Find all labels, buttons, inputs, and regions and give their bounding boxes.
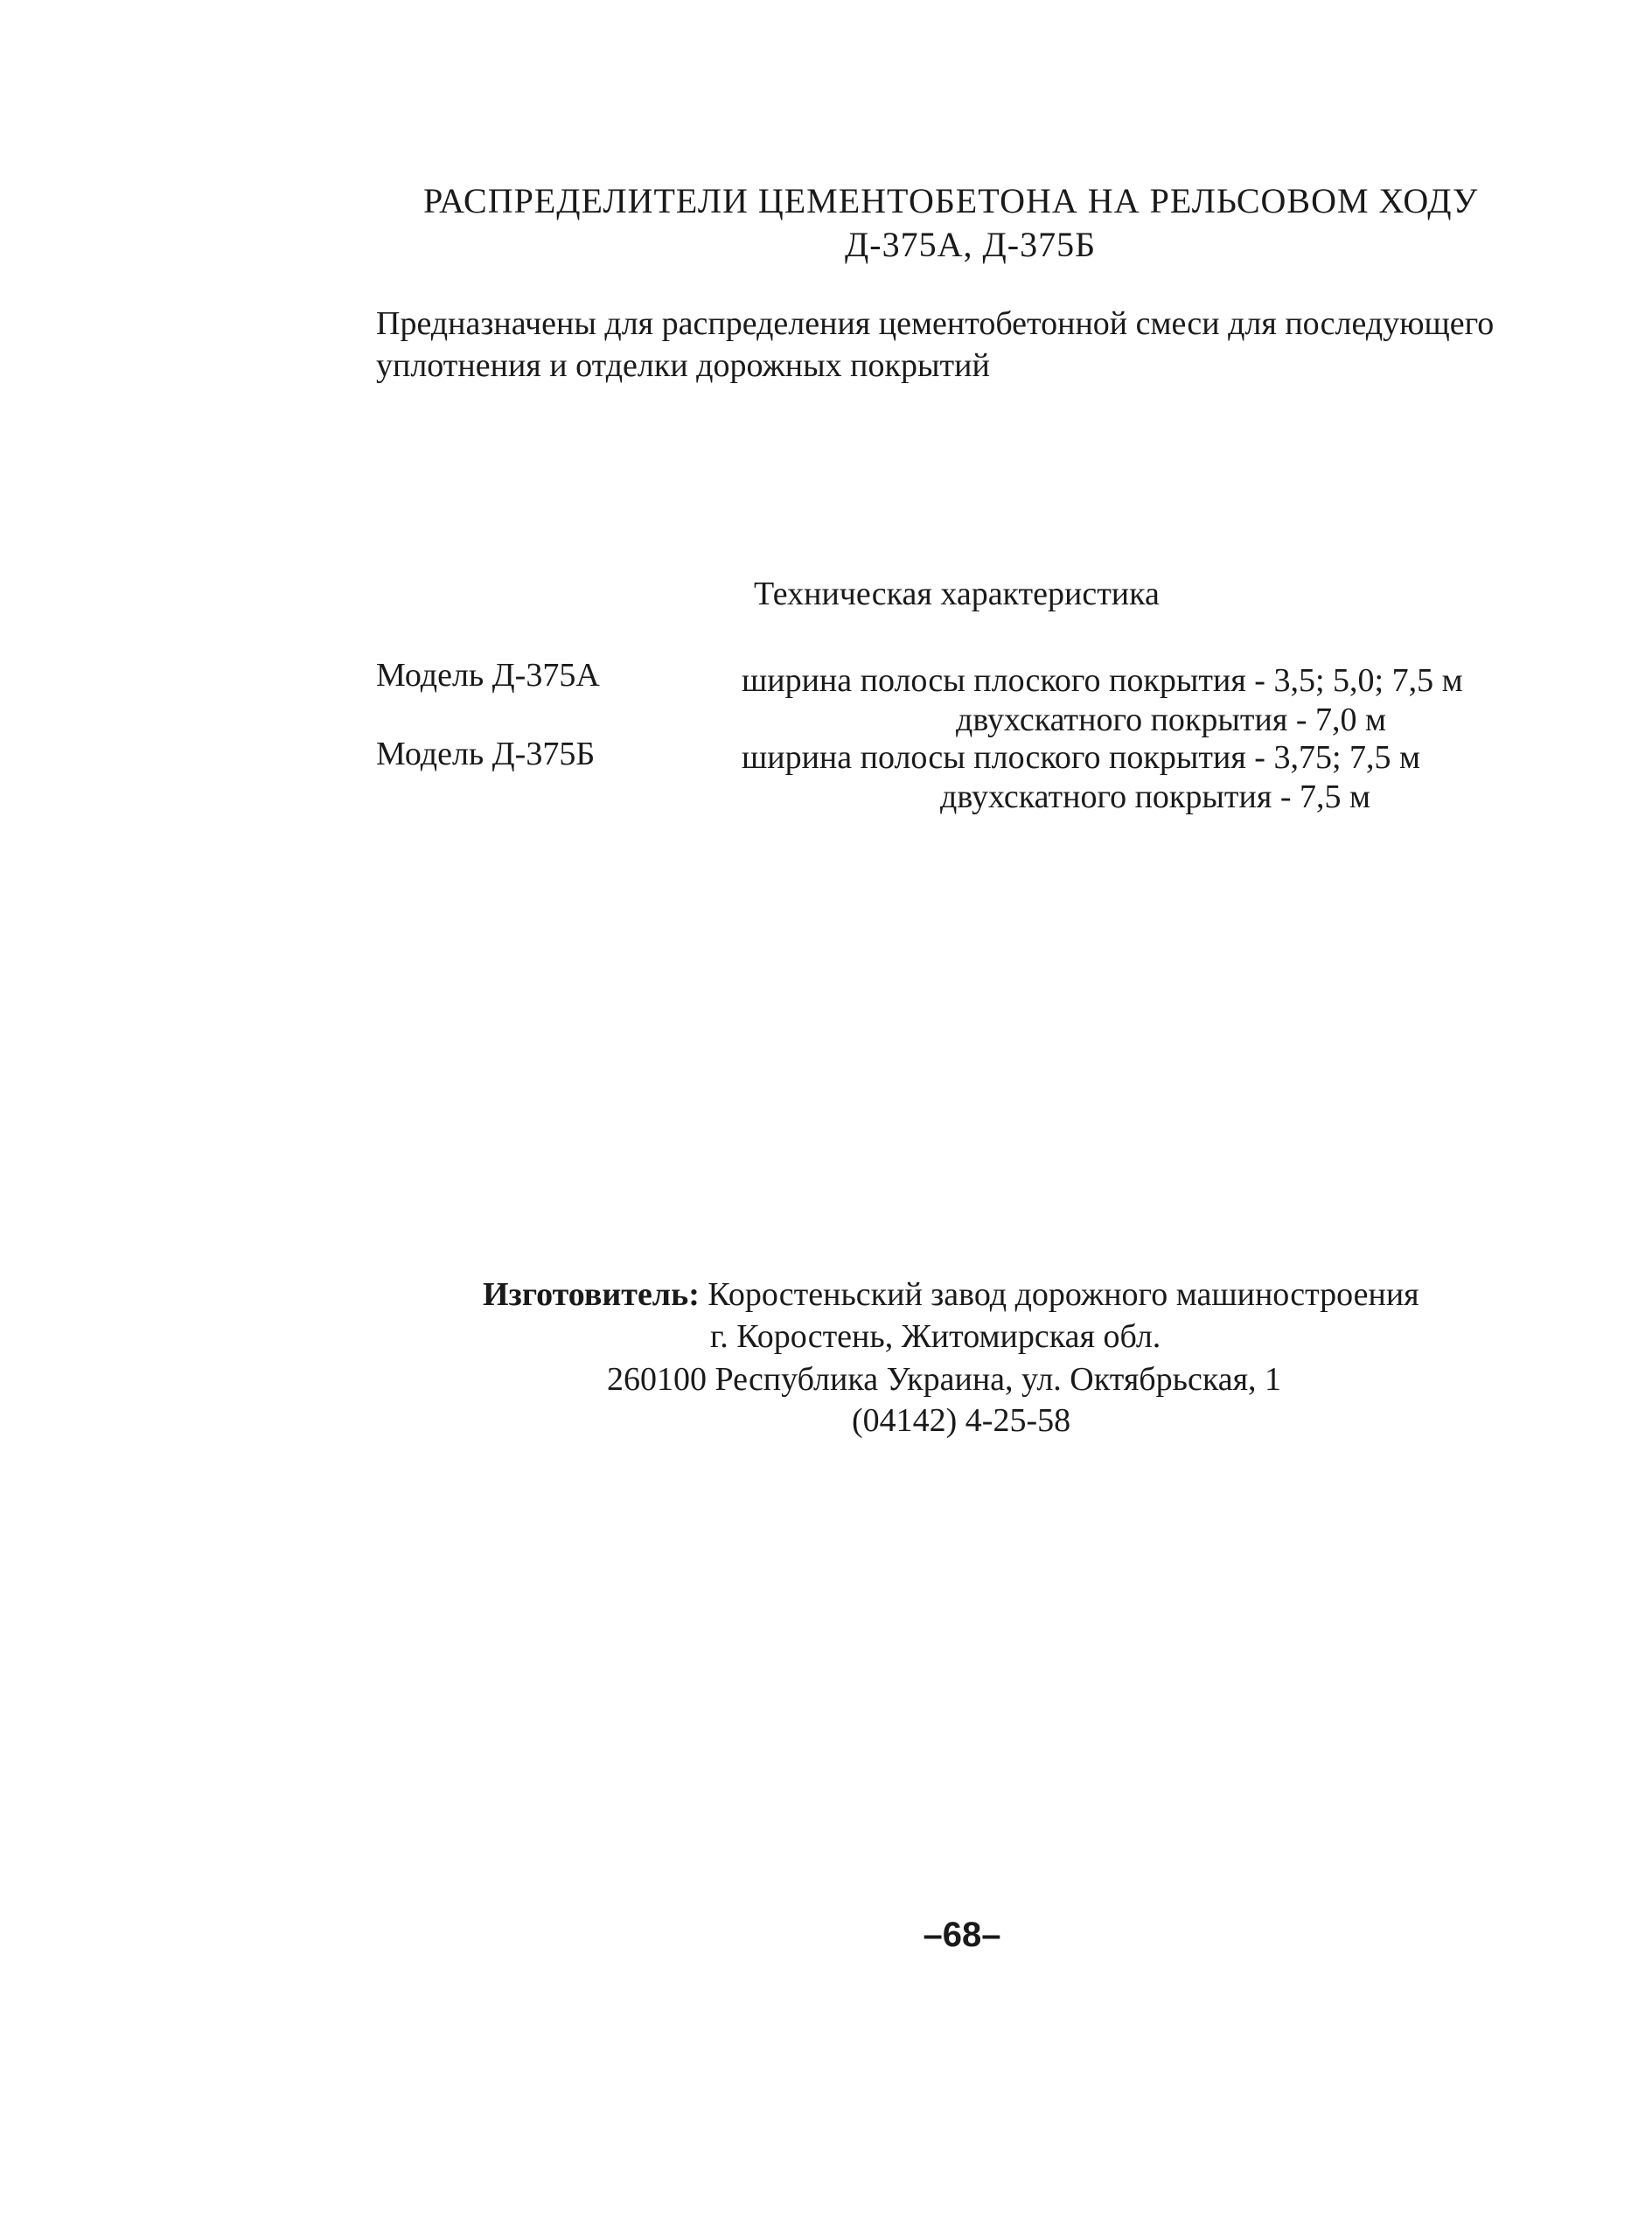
model-spec-line-1: ширина полосы плоского покрытия - 3,75; 7,5 м [742, 739, 1421, 776]
manufacturer-line-1 [483, 1274, 1419, 1316]
manufacturer-name: Коростеньский завод дорожного машиностроения [708, 1276, 1419, 1313]
purpose-line-1: Предназначены для распределения цементобетонной смеси для последующего [376, 305, 1495, 342]
model-spec-line-2: двухскатного покрытия - 7,5 м [940, 778, 1371, 815]
manufacturer-phone: (04142) 4-25-58 [852, 1402, 1071, 1439]
specs-heading: Техническая характеристика [754, 576, 1160, 612]
model-name: Модель Д-375Б [376, 736, 596, 772]
document-title-line-2: Д-375А, Д-375Б [845, 225, 1097, 264]
model-spec-line-1: ширина полосы плоского покрытия - 3,5; 5,0; 7,5 м [742, 662, 1463, 699]
document-title-line-1: РАСПРЕДЕЛИТЕЛИ ЦЕМЕНТОБЕТОНА НА РЕЛЬСОВОМ ХОДУ [423, 181, 1479, 220]
model-name: Модель Д-375А [376, 657, 600, 694]
page-number: –68– [923, 1916, 1001, 1954]
manufacturer-label: Изготовитель: [483, 1276, 700, 1313]
manufacturer-address: 260100 Республика Украина, ул. Октябрьская, 1 [607, 1361, 1282, 1398]
model-spec-line-2: двухскатного покрытия - 7,0 м [956, 702, 1387, 738]
purpose-line-2: уплотнения и отделки дорожных покрытий [376, 347, 990, 384]
manufacturer-city: г. Коростень, Житомирская обл. [710, 1318, 1161, 1355]
